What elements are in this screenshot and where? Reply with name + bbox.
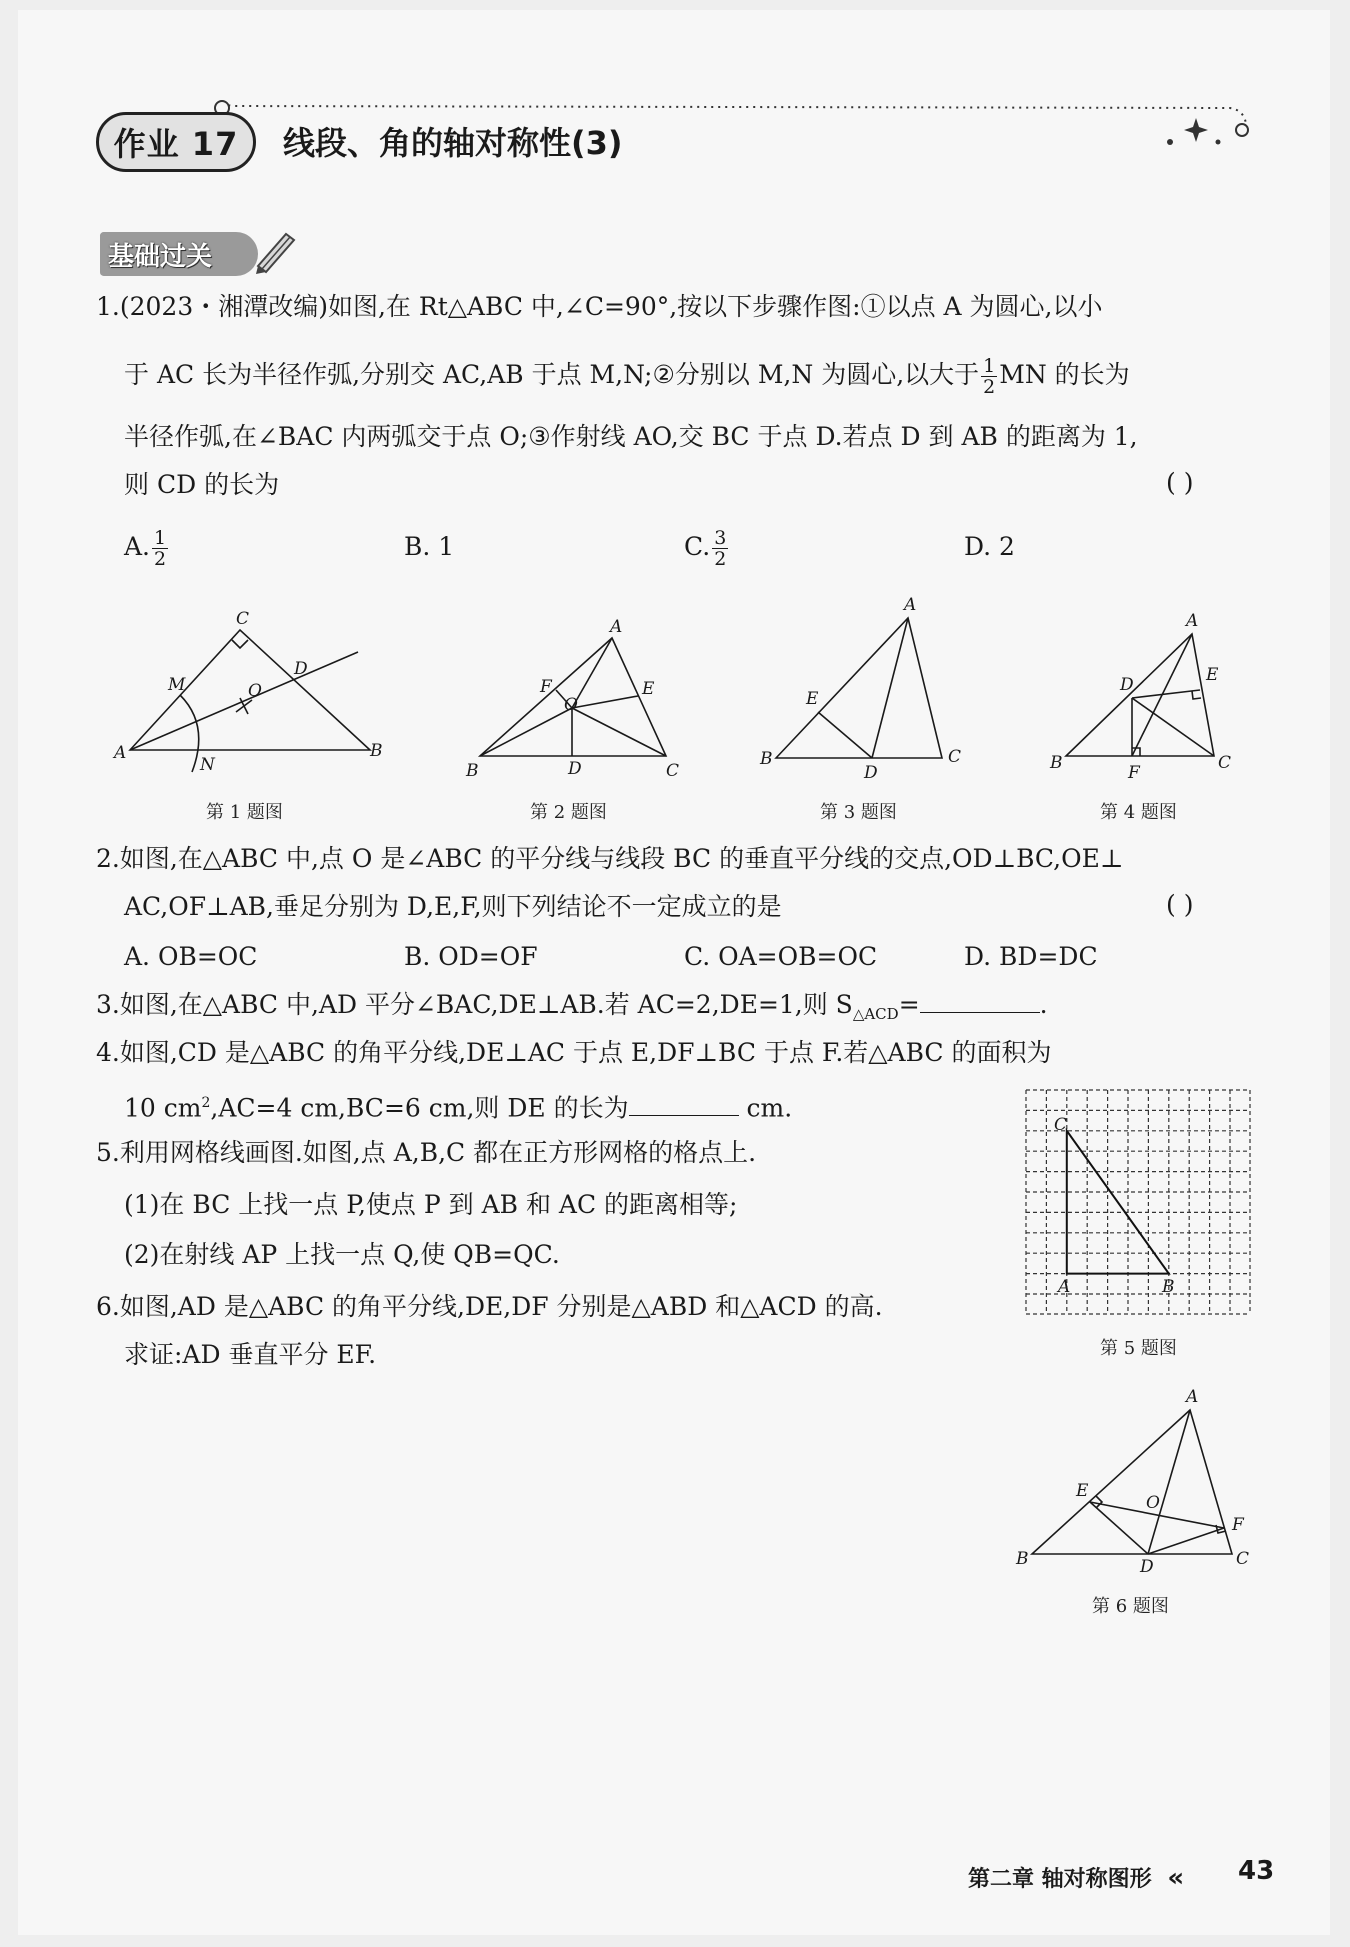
page-title: 线段、角的轴对称性(3) <box>283 124 623 162</box>
f3-label-b: B <box>760 749 773 769</box>
f4-label-d: D <box>1120 675 1134 695</box>
q2-option-a: A. OB=OC <box>124 942 258 971</box>
f5-label-c: C <box>1054 1115 1068 1135</box>
q1-option-d: D. 2 <box>964 532 1015 561</box>
q6-line1: 6.如图,AD 是△ABC 的角平分线,DE,DF 分别是△ABD 和△ACD 的高. <box>96 1292 883 1321</box>
q1-option-c-label: C. <box>684 532 711 561</box>
q4-line2 <box>124 1086 792 1125</box>
f6-label-d: D <box>1140 1557 1154 1577</box>
q1-option-a-frac <box>152 528 168 569</box>
q2-option-c: C. OA=OB=OC <box>684 942 878 971</box>
q2-option-d: D. BD=DC <box>964 942 1098 971</box>
f1-label-a: A <box>114 743 127 763</box>
q1-line2 <box>124 356 1130 397</box>
q5-line3: (2)在射线 AP 上找一点 Q,使 QB=QC. <box>124 1240 560 1269</box>
f6-label-b: B <box>1016 1549 1029 1569</box>
page-number: 43 <box>1238 1856 1275 1886</box>
section-label: 基础过关 <box>108 241 213 272</box>
f6-label-c: C <box>1236 1549 1250 1569</box>
f3-label-c: C <box>948 747 962 767</box>
q4-line1: 4.如图,CD 是△ABC 的角平分线,DE⊥AC 于点 E,DF⊥BC 于点 F.若△ABC 的面积为 <box>96 1038 1052 1067</box>
q4-line2-text: ,AC=4 cm,BC=6 cm,则 DE 的长为 <box>210 1093 629 1123</box>
figure-1-caption: 第 1 题图 <box>206 802 283 823</box>
f4-label-b: B <box>1050 753 1063 773</box>
figure-1 <box>100 600 383 780</box>
q1-line2-text: 于 AC 长为半径作弧,分别交 AC,AB 于点 M,N;②分别以 M,N 为圆心,以大于 <box>124 360 980 389</box>
homework-number: 作业 17 <box>113 125 239 163</box>
f2-label-d: D <box>568 759 582 779</box>
q1-line1: 1.(2023・湘潭改编)如图,在 Rt△ABC 中,∠C=90°,按以下步骤作图:①以点 A 为圆心,以小 <box>96 292 1103 321</box>
q1-option-c-num: 3 <box>714 527 727 549</box>
q5-line1: 5.利用网格线画图.如图,点 A,B,C 都在正方形网格的格点上. <box>96 1138 757 1167</box>
f1-label-c: C <box>236 609 250 629</box>
figure-4 <box>1046 610 1276 790</box>
figure-4-caption: 第 4 题图 <box>1100 802 1177 823</box>
q1-option-a-num: 1 <box>154 527 167 549</box>
q1-line3: 半径作弧,在∠BAC 内两弧交于点 O;③作射线 AO,交 BC 于点 D.若点 D 到 AB 的距离为 1, <box>124 422 1138 451</box>
section-header <box>100 232 258 276</box>
f6-label-a: A <box>1186 1387 1199 1407</box>
f3-label-e: E <box>806 689 819 709</box>
f4-label-f: F <box>1128 763 1140 783</box>
f2-label-a: A <box>610 617 623 637</box>
f6-label-e: E <box>1076 1481 1089 1501</box>
q6-line2: 求证:AD 垂直平分 EF. <box>124 1340 377 1369</box>
q1-option-a-den: 2 <box>154 548 167 570</box>
f3-label-d: D <box>864 763 878 783</box>
f1-label-o: O <box>248 681 262 701</box>
figure-2 <box>460 617 690 790</box>
q1-fraction <box>981 356 997 397</box>
q5-line2: (1)在 BC 上找一点 P,使点 P 到 AB 和 AC 的距离相等; <box>124 1190 738 1219</box>
chapter-title: 第二章 轴对称图形 <box>968 1867 1152 1892</box>
figure-5-grid <box>1024 1088 1254 1318</box>
q3-blank[interactable] <box>920 990 1040 1013</box>
f5-label-b: B <box>1162 1277 1175 1297</box>
f1-label-n: N <box>200 755 215 775</box>
q2-option-b: B. OD=OF <box>404 942 538 971</box>
f4-label-a: A <box>1186 611 1199 631</box>
f2-label-e: E <box>642 679 655 699</box>
q1-option-c-den: 2 <box>714 548 727 570</box>
q3-line <box>96 988 1048 1031</box>
q3-equals: = <box>898 990 920 1019</box>
q1-frac-num: 1 <box>983 355 996 377</box>
q1-option-c-frac <box>712 528 728 569</box>
f1-label-b: B <box>370 741 383 761</box>
f3-label-a: A <box>904 595 917 615</box>
q4-unit: cm. <box>738 1093 793 1123</box>
f1-label-m: M <box>168 675 186 695</box>
q3-end: . <box>1039 990 1048 1019</box>
f6-label-o: O <box>1146 1493 1160 1513</box>
q3-subscript: △ACD <box>852 1005 899 1023</box>
figure-3-caption: 第 3 题图 <box>820 802 897 823</box>
f4-label-e: E <box>1206 665 1219 685</box>
f1-label-d: D <box>294 659 308 679</box>
q1-option-b: B. 1 <box>404 532 455 561</box>
f2-label-o: O <box>564 695 578 715</box>
q1-line2-tail: MN 的长为 <box>999 360 1130 389</box>
q3-text: 3.如图,在△ABC 中,AD 平分∠BAC,DE⊥AB.若 AC=2,DE=1,则 S <box>96 990 853 1019</box>
f2-label-c: C <box>666 761 680 781</box>
q4-blank[interactable] <box>629 1093 739 1116</box>
f4-label-c: C <box>1218 753 1232 773</box>
q4-superscript: 2 <box>201 1095 211 1111</box>
q2-line1: 2.如图,在△ABC 中,点 O 是∠ABC 的平分线与线段 BC 的垂直平分线的交点,OD⊥BC,OE⊥ <box>96 844 1124 873</box>
chapter-footer <box>968 1862 1184 1893</box>
q1-option-c <box>684 528 730 569</box>
pencil-icon <box>252 226 298 274</box>
q1-option-a-label: A. <box>124 532 151 561</box>
q2-line2: AC,OF⊥AB,垂足分别为 D,E,F,则下列结论不一定成立的是 <box>124 892 782 921</box>
q2-answer-paren: ( ) <box>1166 890 1194 919</box>
f2-label-f: F <box>540 677 552 697</box>
figure-6 <box>1010 1384 1260 1584</box>
f5-label-a: A <box>1058 1277 1071 1297</box>
figure-2-caption: 第 2 题图 <box>530 802 607 823</box>
figure-6-caption: 第 6 题图 <box>1092 1596 1169 1617</box>
f2-label-b: B <box>466 761 479 781</box>
homework-badge <box>96 112 256 172</box>
q4-area: 10 cm <box>124 1093 202 1123</box>
q1-line4: 则 CD 的长为 <box>124 470 280 499</box>
double-chevron-icon: « <box>1167 1863 1185 1893</box>
q1-answer-paren: ( ) <box>1166 468 1194 497</box>
figure-5-caption: 第 5 题图 <box>1100 1338 1177 1359</box>
f6-label-f: F <box>1232 1515 1244 1535</box>
q1-frac-den: 2 <box>983 376 996 398</box>
figure-3 <box>752 594 982 784</box>
q1-option-a <box>124 528 170 569</box>
